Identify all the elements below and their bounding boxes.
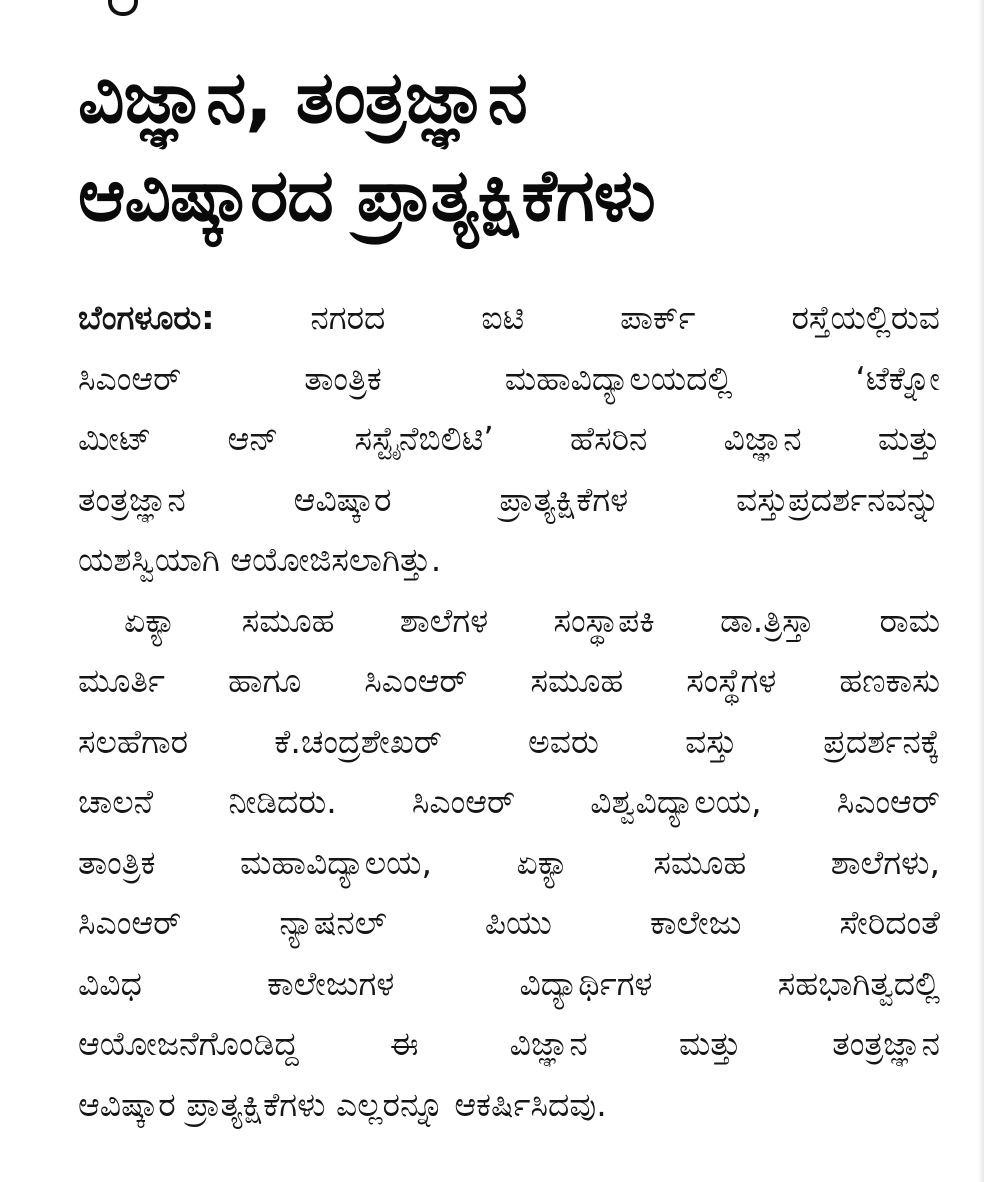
dateline: ಬೆಂಗಳೂರು: bbox=[78, 298, 215, 337]
article-line: ಯಶಸ್ವಿಯಾಗಿ ಆಯೋಜಿಸಲಾಗಿತ್ತು. bbox=[78, 540, 442, 579]
article-line: ತಾಂತ್ರಿಕ ಮಹಾವಿದ್ಯಾಲಯ, ಏಕ್ಯಾ ಸಮೂಹ ಶಾಲೆಗಳು, bbox=[78, 842, 940, 882]
article-body bbox=[78, 288, 940, 1135]
article-line: ವಿವಿಧ ಕಾಲೇಜುಗಳ ವಿದ್ಯಾರ್ಥಿಗಳ ಸಹಭಾಗಿತ್ವದಲ್ಲಿ bbox=[78, 963, 940, 1003]
article-line: ಸಿಎಂಆರ್ ತಾಂತ್ರಿಕ ಮಹಾವಿದ್ಯಾಲಯದಲ್ಲಿ ‘ಟೆಕ್ನೋ bbox=[78, 358, 940, 398]
article-line: ಚಾಲನೆ ನೀಡಿದರು. ಸಿಎಂಆರ್ ವಿಶ್ವವಿದ್ಯಾಲಯ, ಸಿಎಂಆರ್ bbox=[78, 782, 940, 821]
article-line-text: ನಗರದ ಐಟಿ ಪಾರ್ಕ್ ರಸ್ತೆಯಲ್ಲಿರುವ bbox=[310, 298, 940, 337]
article-line: ಸಲಹೆಗಾರ ಕೆ.ಚಂದ್ರಶೇಖರ್ ಅವರು ವಸ್ತು ಪ್ರದರ್ಶನಕ್ಕೆ bbox=[78, 721, 940, 761]
article-line: ಏಕ್ಯಾ ಸಮೂಹ ಶಾಲೆಗಳ ಸಂಸ್ಥಾಪಕಿ ಡಾ.ತ್ರಿಸ್ತಾ ರಾಮ bbox=[124, 600, 940, 640]
clipping-corner-mark bbox=[108, 0, 138, 16]
page-edge-shadow bbox=[978, 0, 984, 1182]
article-line: ತಂತ್ರಜ್ಞಾನ ಆವಿಷ್ಕಾರ ಪ್ರಾತ್ಯಕ್ಷಿಕೆಗಳ ವಸ್ತುಪ್ರದರ್ಶನವನ್ನು bbox=[78, 479, 940, 519]
article-line bbox=[78, 288, 940, 349]
article-line: ಮೀಟ್ ಆನ್ ಸಸ್ಟೈನೆಬಿಲಿಟಿ’ ಹೆಸರಿನ ವಿಜ್ಞಾನ ಮತ್ತು bbox=[78, 419, 940, 458]
article-line: ಆವಿಷ್ಕಾರ ಪ್ರಾತ್ಯಕ್ಷಿಕೆಗಳು ಎಲ್ಲರನ್ನೂ ಆಕರ್ಷಿಸಿದವು. bbox=[78, 1084, 607, 1124]
article-line: ಆಯೋಜನೆಗೊಂಡಿದ್ದ ಈ ವಿಜ್ಞಾನ ಮತ್ತು ತಂತ್ರಜ್ಞಾನ bbox=[78, 1024, 940, 1063]
article-line: ಮೂರ್ತಿ ಹಾಗೂ ಸಿಎಂಆರ್ ಸಮೂಹ ಸಂಸ್ಥೆಗಳ ಹಣಕಾಸು bbox=[78, 661, 940, 700]
article-line: ಸಿಎಂಆರ್ ನ್ಯಾಷನಲ್ ಪಿಯು ಕಾಲೇಜು ಸೇರಿದಂತೆ bbox=[78, 903, 940, 942]
headline-line-1: ವಿಜ್ಞಾನ, ತಂತ್ರಜ್ಞಾನ bbox=[78, 55, 527, 139]
headline-line-2: ಆವಿಷ್ಕಾರದ ಪ್ರಾತ್ಯಕ್ಷಿಕೆಗಳು bbox=[78, 153, 655, 237]
headline bbox=[78, 48, 938, 244]
